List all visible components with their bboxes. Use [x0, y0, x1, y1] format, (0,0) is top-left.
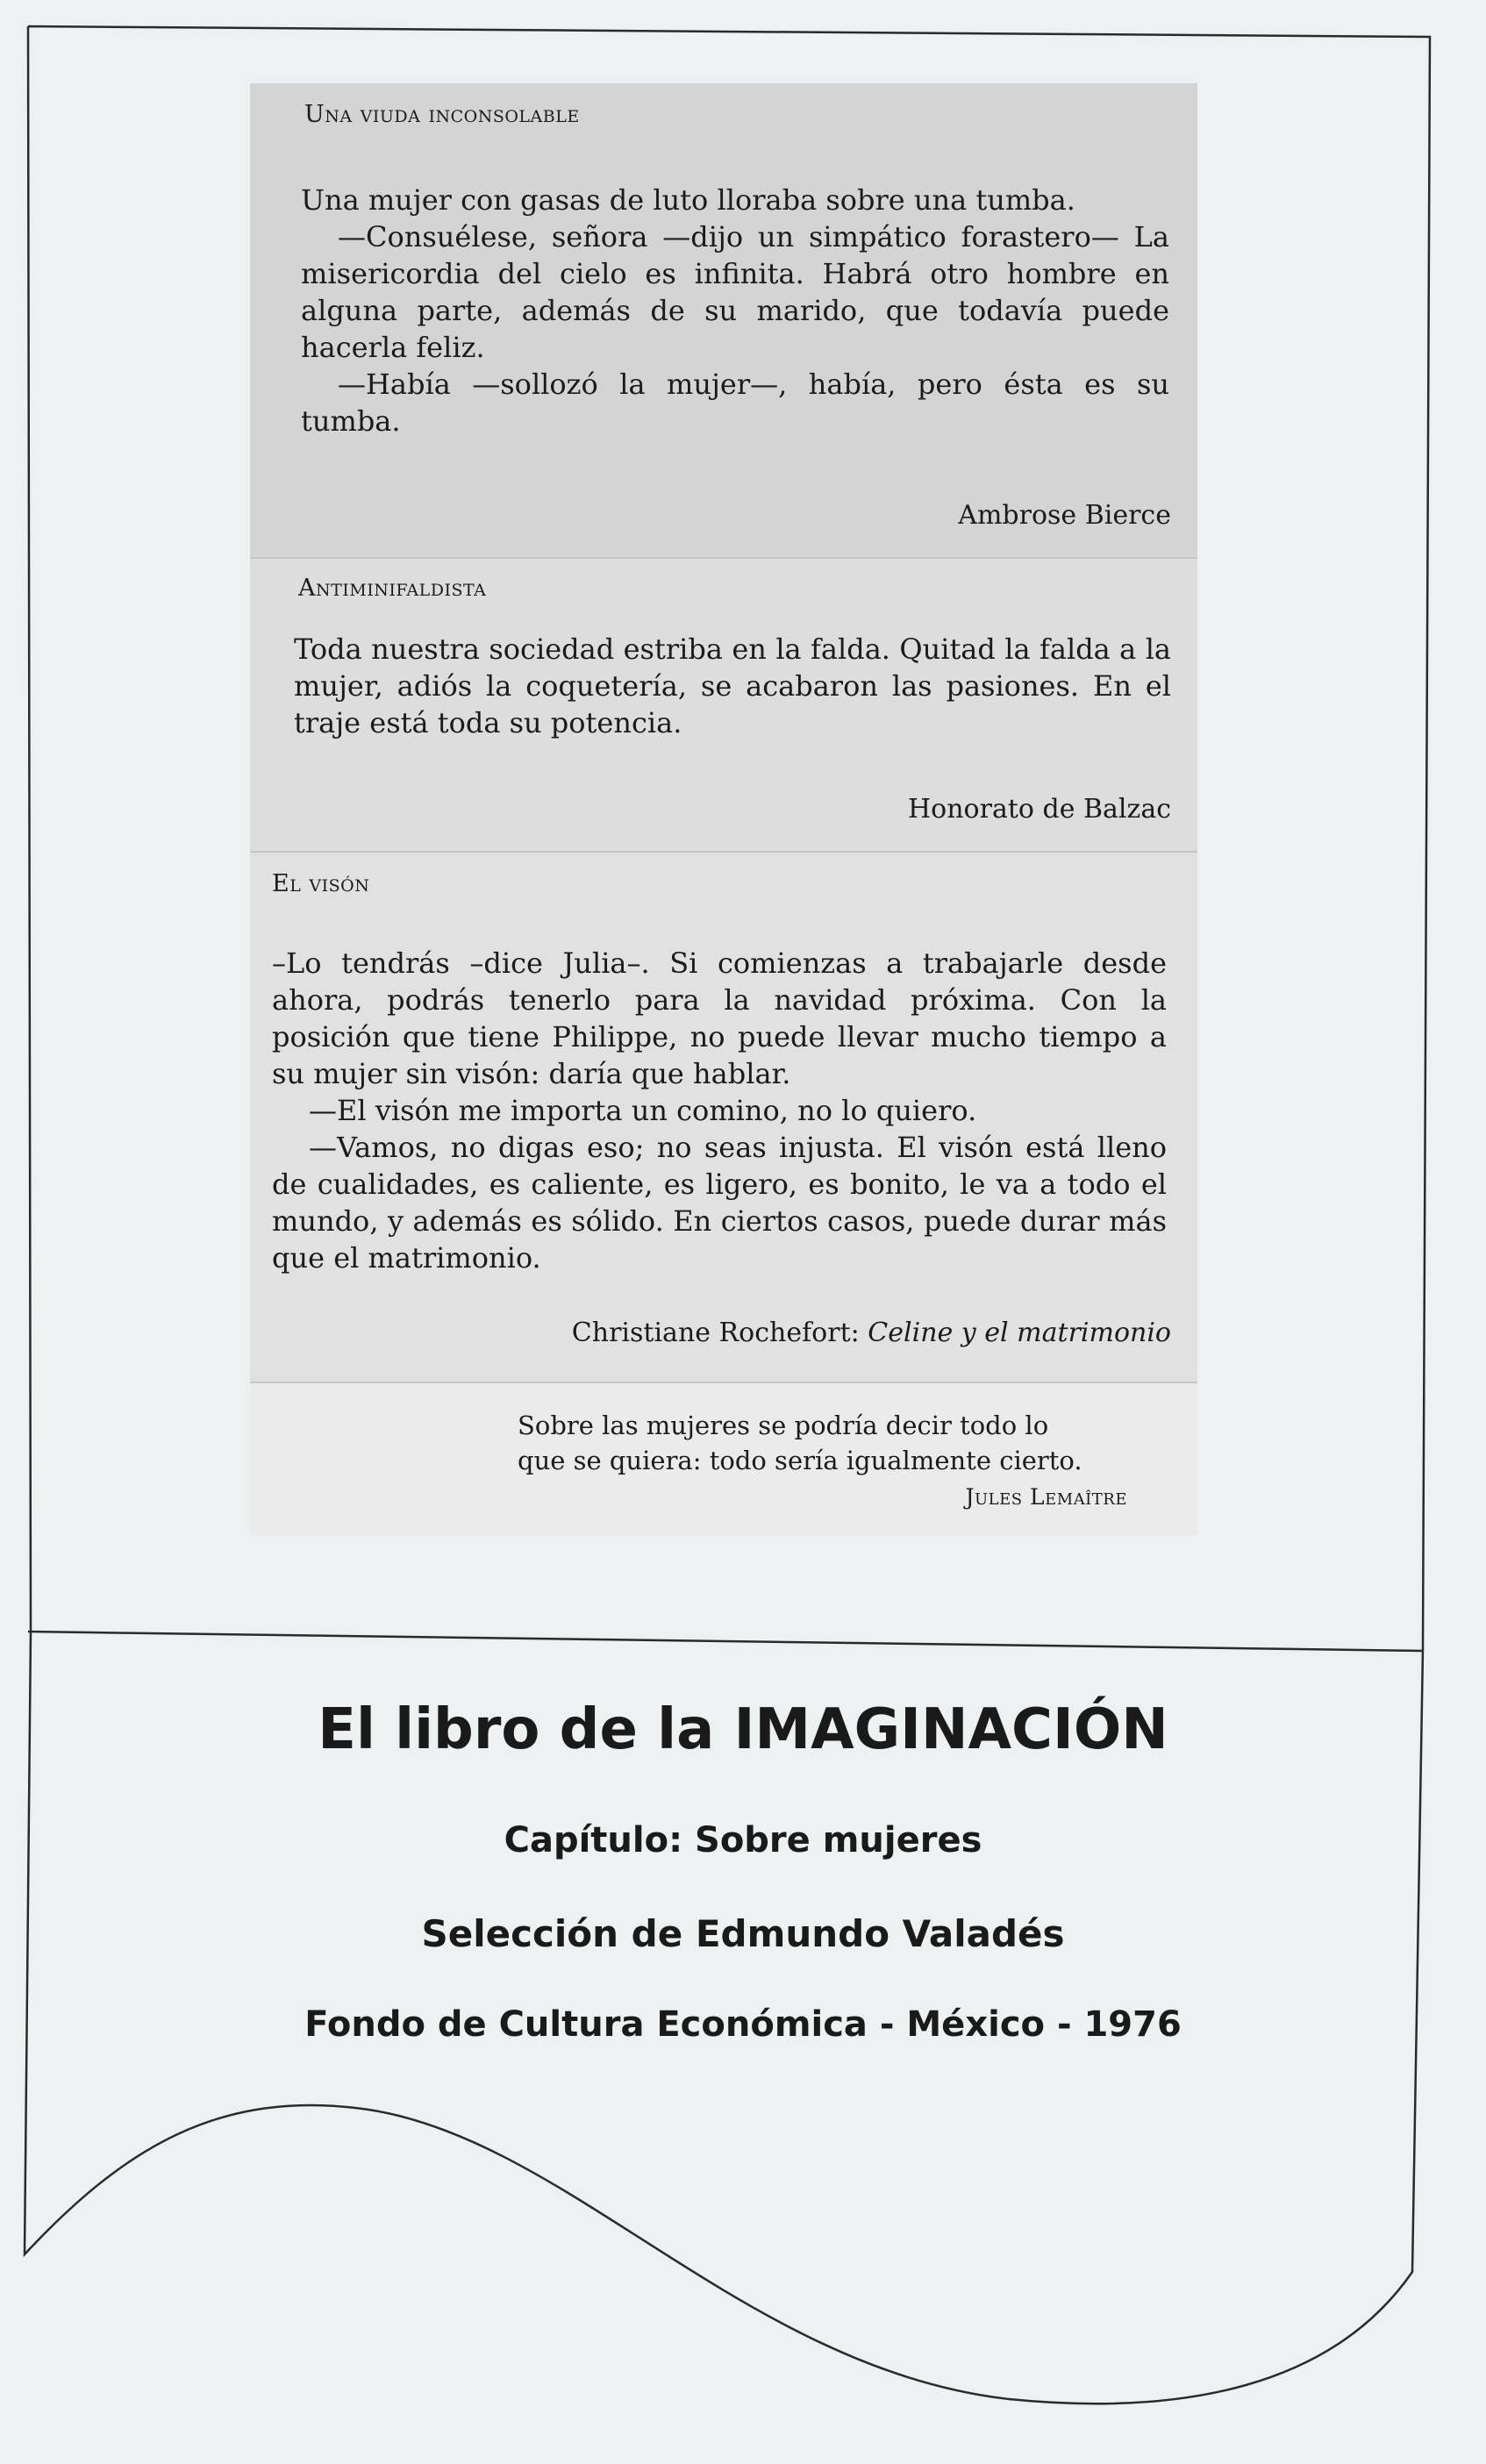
- paragraph: —Había —sollozó la mujer—, había, pero ésta es su tumba.: [301, 368, 1169, 438]
- author: Honorato de Balzac: [908, 794, 1171, 825]
- section-body: [272, 945, 1167, 1276]
- paragraph: Una mujer con gasas de luto lloraba sobre una tumba.: [301, 183, 1075, 217]
- section-vison: [250, 851, 1197, 1382]
- paragraph: —Vamos, no digas eso; no seas injusta. El visón está lleno de cualidades, es caliente, es ligero, es bonito, le va a todo el mundo, y además es sólido. En ciertos casos, puede durar más que el matrimonio.: [272, 1131, 1167, 1275]
- quote-line: Sobre las mujeres se podría decir todo lo: [518, 1411, 1049, 1440]
- work-title: Celine y el matrimonio: [868, 1318, 1171, 1348]
- author: [572, 1318, 1171, 1348]
- clipping: [250, 83, 1197, 1535]
- publisher-line: Fondo de Cultura Económica - México - 1976: [304, 2004, 1182, 2045]
- section-antiminifaldista: [250, 557, 1197, 851]
- section-title: El visón: [272, 870, 370, 897]
- section-viuda: [250, 83, 1197, 557]
- paragraph: Toda nuestra sociedad estriba en la falda. Quitad la falda a la mujer, adiós la coquetería, se acabaron las pasiones. En el traje está toda su potencia.: [294, 632, 1171, 739]
- quote-text: [518, 1408, 1082, 1478]
- chapter-line: Capítulo: Sobre mujeres: [504, 1820, 982, 1860]
- quote-author: Jules Lemaître: [965, 1484, 1127, 1510]
- section-body: [294, 631, 1171, 741]
- paragraph: –Lo tendrás –dice Julia–. Si comienzas a trabajarle desde ahora, podrás tenerlo para la navidad próxima. Con la posición que tiene Philippe, no puede llevar mucho tiempo a su mujer sin visón: daría que hablar.: [272, 946, 1167, 1090]
- frame-divider: [28, 1632, 1423, 1651]
- paragraph: —El visón me importa un comino, no lo quiero.: [309, 1094, 977, 1127]
- author: Ambrose Bierce: [958, 500, 1171, 531]
- section-title: Una viuda inconsolable: [304, 101, 580, 128]
- selection-line: Selección de Edmundo Valadés: [421, 1912, 1065, 1955]
- quote-line: que se quiera: todo sería igualmente cierto.: [518, 1446, 1082, 1475]
- author-name: Christiane Rochefort:: [571, 1318, 860, 1348]
- section-title: Antiminifaldista: [298, 575, 487, 602]
- section-body: [301, 182, 1169, 439]
- paragraph: —Consuélese, señora —dijo un simpático forastero— La misericordia del cielo es infinita. Habrá otro hombre en alguna parte, además de su marido, que todavía puede hacerla feliz.: [301, 220, 1169, 364]
- closing-quote: [250, 1382, 1197, 1535]
- book-title: El libro de la IMAGINACIÓN: [318, 1697, 1168, 1762]
